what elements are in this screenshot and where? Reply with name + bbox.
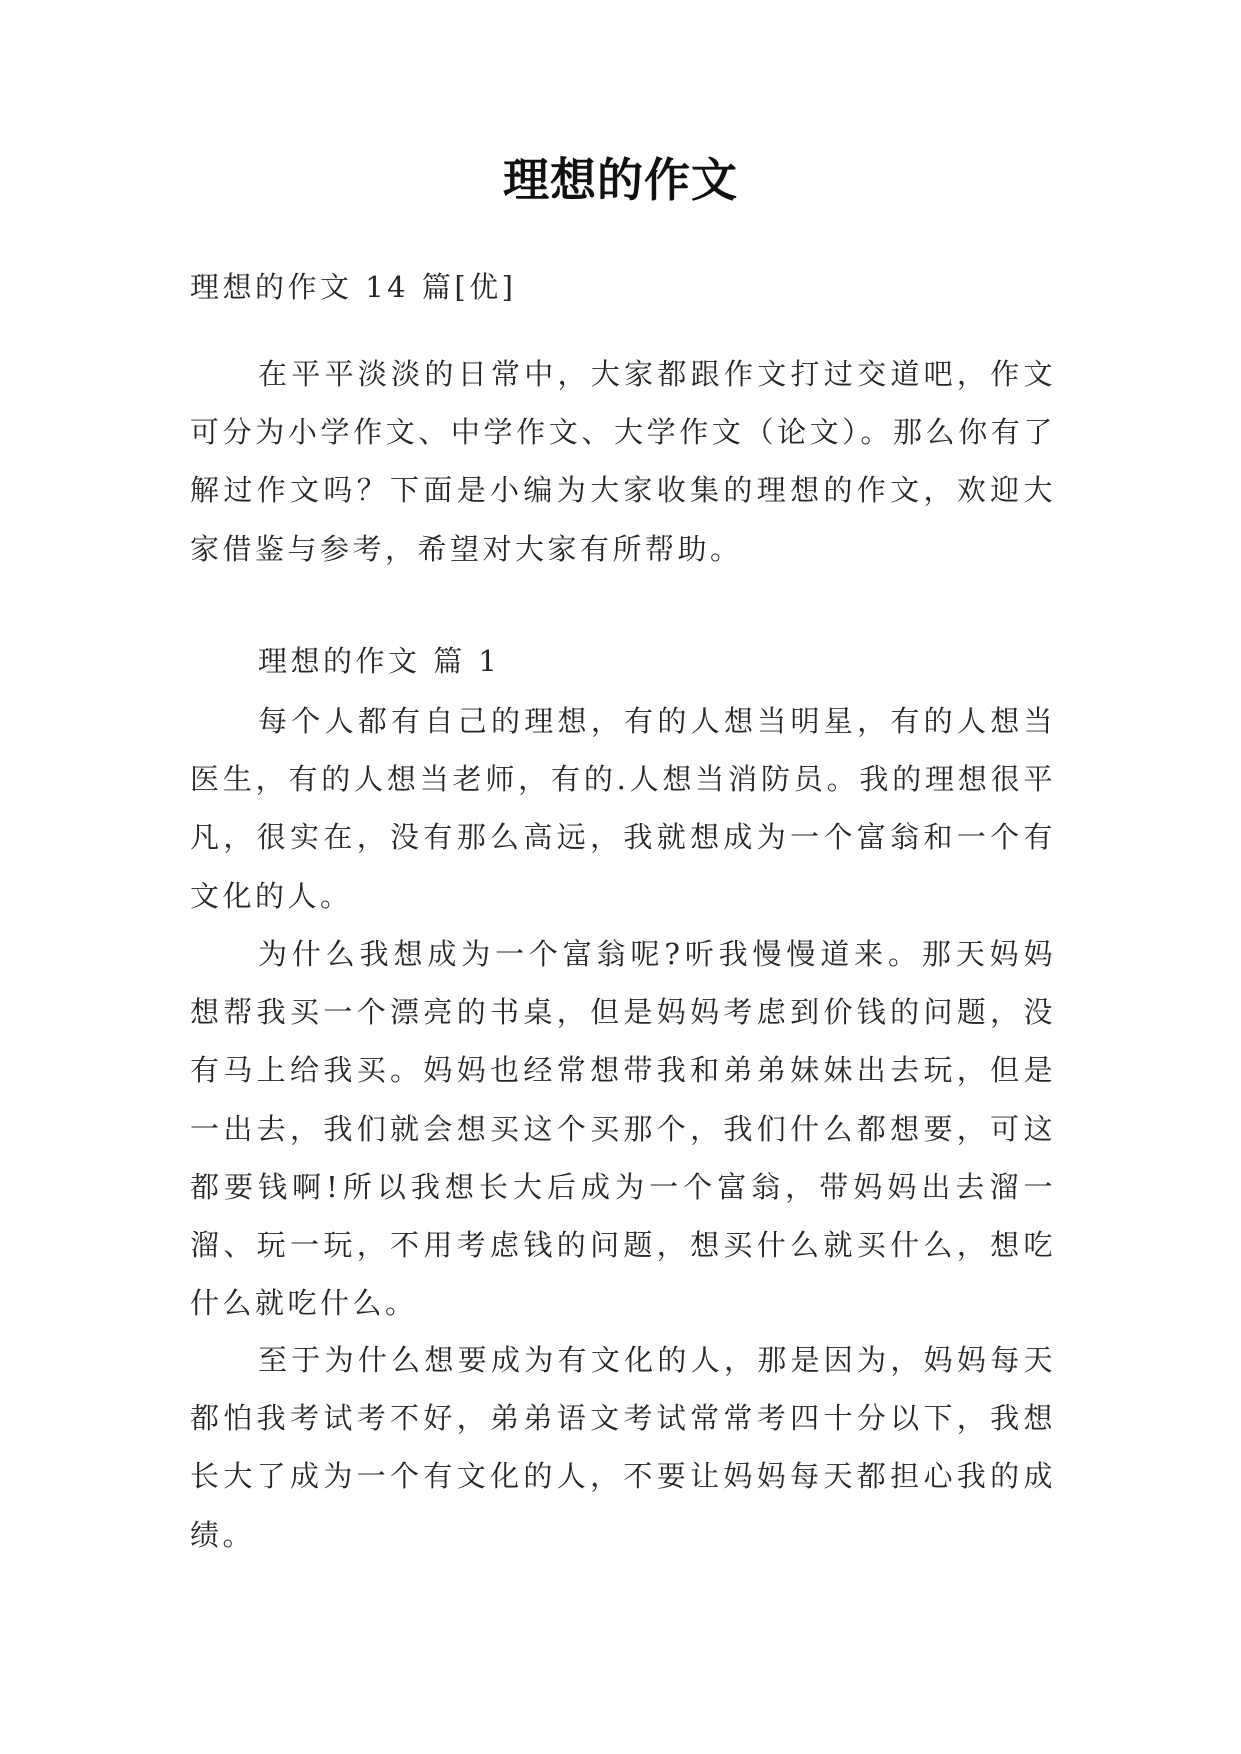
intro-text: 在平平淡淡的日常中，大家都跟作文打过交道吧，作文可分为小学作文、中学作文、大学作文（论文）。那么你有了解过作文吗？下面是小编为大家收集的理想的作文，欢迎大家借鉴与参考，希望对大家有所帮助。 (190, 357, 1056, 566)
intro-paragraph (190, 345, 1056, 578)
paragraph-1 (190, 692, 1056, 925)
section-heading: 理想的作文 篇 1 (258, 644, 501, 678)
document-title: 理想的作文 (503, 153, 738, 207)
paragraph-2 (190, 925, 1056, 1332)
paragraph-text: 为什么我想成为一个富翁呢?听我慢慢道来。那天妈妈想帮我买一个漂亮的书桌，但是妈妈考虑到价钱的问题，没有马上给我买。妈妈也经常想带我和弟弟妹妹出去玩，但是一出去，我们就会想买这个买那个，我们什么都想要，可这都要钱啊!所以我想长大后成为一个富翁，带妈妈出去溜一溜、玩一玩，不用考虑钱的问题，想买什么就买什么，想吃什么就吃什么。 (190, 937, 1056, 1321)
document-subtitle: 理想的作文 14 篇[优] (190, 270, 517, 304)
paragraph-text: 至于为什么想要成为有文化的人，那是因为，妈妈每天都怕我考试考不好，弟弟语文考试常常考四十分以下，我想长大了成为一个有文化的人，不要让妈妈每天都担心我的成绩。 (190, 1343, 1056, 1552)
paragraph-3 (190, 1331, 1056, 1564)
paragraph-text: 每个人都有自己的理想，有的人想当明星，有的人想当医生，有的人想当老师，有的.人想当消防员。我的理想很平凡，很实在，没有那么高远，我就想成为一个富翁和一个有文化的人。 (190, 704, 1056, 913)
